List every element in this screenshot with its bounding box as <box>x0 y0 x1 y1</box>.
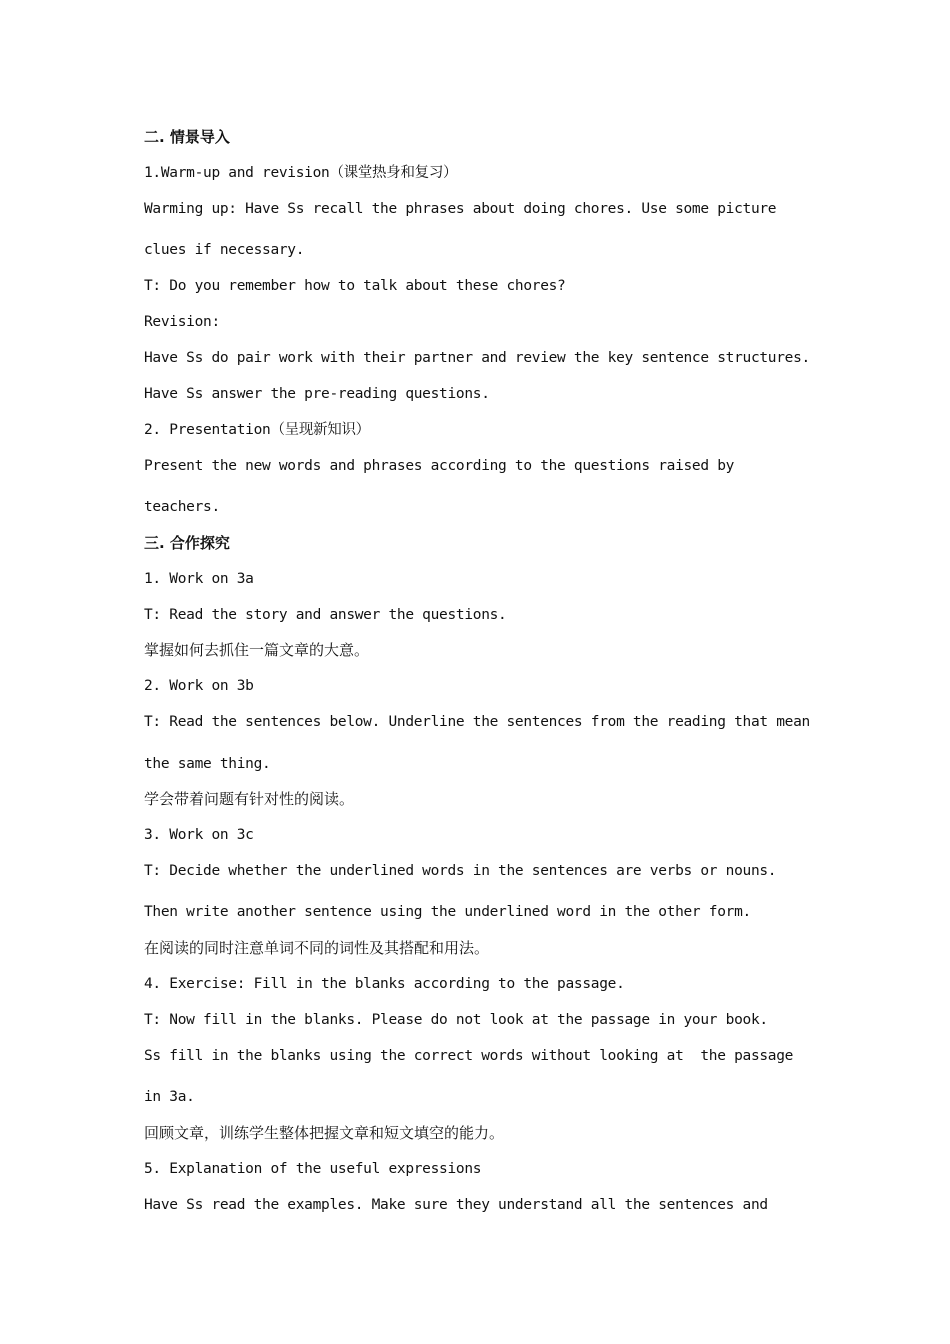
section-heading-cooperative-inquiry: 三. 合作探究 <box>144 534 230 552</box>
warmup-text-line-1: Warming up: Have Ss recall the phrases about doing chores. Use some picture <box>144 201 777 217</box>
work-3c-text-line-2: Then write another sentence using the underlined word in the other form. <box>144 904 751 920</box>
work-3b-note: 学会带着问题有针对性的阅读。 <box>144 790 355 808</box>
teacher-question: T: Do you remember how to talk about these chores? <box>144 278 566 294</box>
presentation-text-line-1: Present the new words and phrases according to the questions raised by <box>144 458 735 474</box>
work-3a-title: 1. Work on 3a <box>144 571 254 587</box>
work-3b-text-line-2: the same thing. <box>144 756 271 772</box>
work-3c-text-line-1: T: Decide whether the underlined words in the sentences are verbs or nouns. <box>144 863 777 879</box>
work-3b-title: 2. Work on 3b <box>144 678 254 694</box>
revision-text-line-2: Have Ss answer the pre-reading questions. <box>144 386 490 402</box>
work-3b-text-line-1: T: Read the sentences below. Underline the sentences from the reading that mean <box>144 714 810 730</box>
exercise-title: 4. Exercise: Fill in the blanks according to the passage. <box>144 976 625 992</box>
revision-text-line-1: Have Ss do pair work with their partner and review the key sentence structures. <box>144 350 810 366</box>
exercise-note: 回顾文章，训练学生整体把握文章和短文填空的能力。 <box>144 1124 505 1142</box>
work-3c-title: 3. Work on 3c <box>144 827 254 843</box>
section-heading-situation-intro: 二. 情景导入 <box>144 128 230 146</box>
work-3a-note: 掌握如何去抓住一篇文章的大意。 <box>144 641 370 659</box>
exercise-text-line-2: Ss fill in the blanks using the correct words without looking at the passage <box>144 1048 794 1064</box>
warmup-revision-title: 1.Warm-up and revision（课堂热身和复习） <box>144 165 458 181</box>
work-3c-note: 在阅读的同时注意单词不同的词性及其搭配和用法。 <box>144 939 490 957</box>
expressions-text-line-1: Have Ss read the examples. Make sure they understand all the sentences and <box>144 1197 768 1213</box>
revision-label: Revision: <box>144 314 220 330</box>
expressions-title: 5. Explanation of the useful expressions <box>144 1161 482 1177</box>
warmup-text-line-2: clues if necessary. <box>144 242 305 258</box>
exercise-text-line-3: in 3a. <box>144 1089 195 1105</box>
exercise-text-line-1: T: Now fill in the blanks. Please do not look at the passage in your book. <box>144 1012 768 1028</box>
work-3a-text: T: Read the story and answer the questions. <box>144 607 507 623</box>
presentation-text-line-2: teachers. <box>144 499 220 515</box>
presentation-title: 2. Presentation（呈现新知识） <box>144 422 370 438</box>
